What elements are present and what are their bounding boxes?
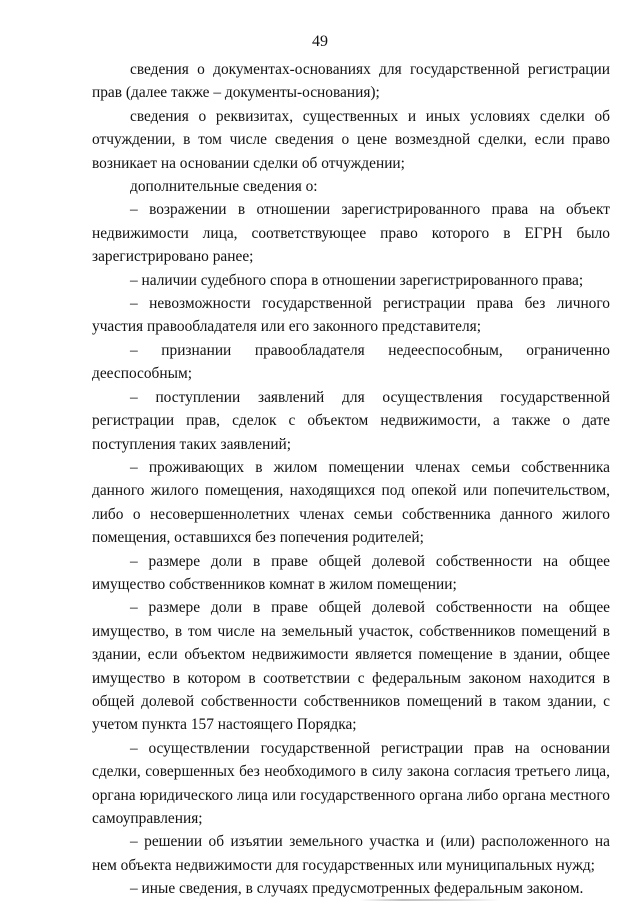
list-item-applications: – поступлении заявлений для осуществления государственной регистрации прав, сделок с объектом недвижимости, а также о дате поступления таких заявлений;	[92, 388, 610, 453]
list-item-share-rooms: – размере доли в праве общей долевой собственности на общее имущество собственников комнат в жилом помещении;	[92, 552, 610, 593]
paragraph-additional-info: дополнительные сведения о:	[130, 178, 318, 196]
paragraph-documents-basis: сведения о документах-основаниях для государственной регистрации прав (далее также – документы-основания);	[92, 61, 610, 102]
list-item-family-members: – проживающих в жилом помещении членах семьи собственника данного жилого помещения, находящихся под опекой или попечительством, либо о несовершеннолетних членах семьи собственника данного жилого помещения, оставшихся без попечения родителей;	[92, 458, 610, 547]
list-item-share-building: – размере доли в праве общей долевой собственности на общее имущество, в том числе на земельный участок, собственников помещений в здании, если объектом недвижимости является помещение в здании, общее имущество в котором в соответствии с федеральным законом находится в общей долевой собственности собственников помещений в таком здании, с учетом пункта 157 настоящего Порядка;	[92, 599, 610, 734]
list-item-objection: – возражении в отношении зарегистрированного права на объект недвижимости лица, соответствующее право которого в ЕГРН было зарегистрировано ранее;	[92, 201, 610, 266]
list-item-incapacity: – признании правообладателя недееспособным, ограниченно дееспособным;	[92, 341, 610, 383]
page-number: 49	[312, 33, 328, 50]
list-item-registration-without-consent: – осуществлении государственной регистрации прав на основании сделки, совершенных без необходимого в силу закона согласия третьего лица, органа юридического лица или государственного органа либо органа местного самоуправления;	[92, 739, 610, 827]
list-item-land-seizure: – решении об изъятии земельного участка и (или) расположенного на нем объекта недвижимости для государственных или муниципальных нужд;	[92, 833, 610, 874]
document-body	[92, 58, 610, 901]
scan-artifact	[360, 899, 500, 901]
paragraph-deal-details: сведения о реквизитах, существенных и иных условиях сделки об отчуждении, в том числе сведения о цене возмездной сделки, если право возникает на основании сделки об отчуждении;	[92, 107, 610, 172]
list-item-personal-participation: – невозможности государственной регистрации права без личного участия правообладателя или его законного представителя;	[92, 295, 610, 336]
list-item-other-info: – иные сведения, в случаях предусмотренных федеральным законом.	[130, 880, 584, 898]
list-item-court-dispute: – наличии судебного спора в отношении зарегистрированного права;	[130, 271, 584, 289]
